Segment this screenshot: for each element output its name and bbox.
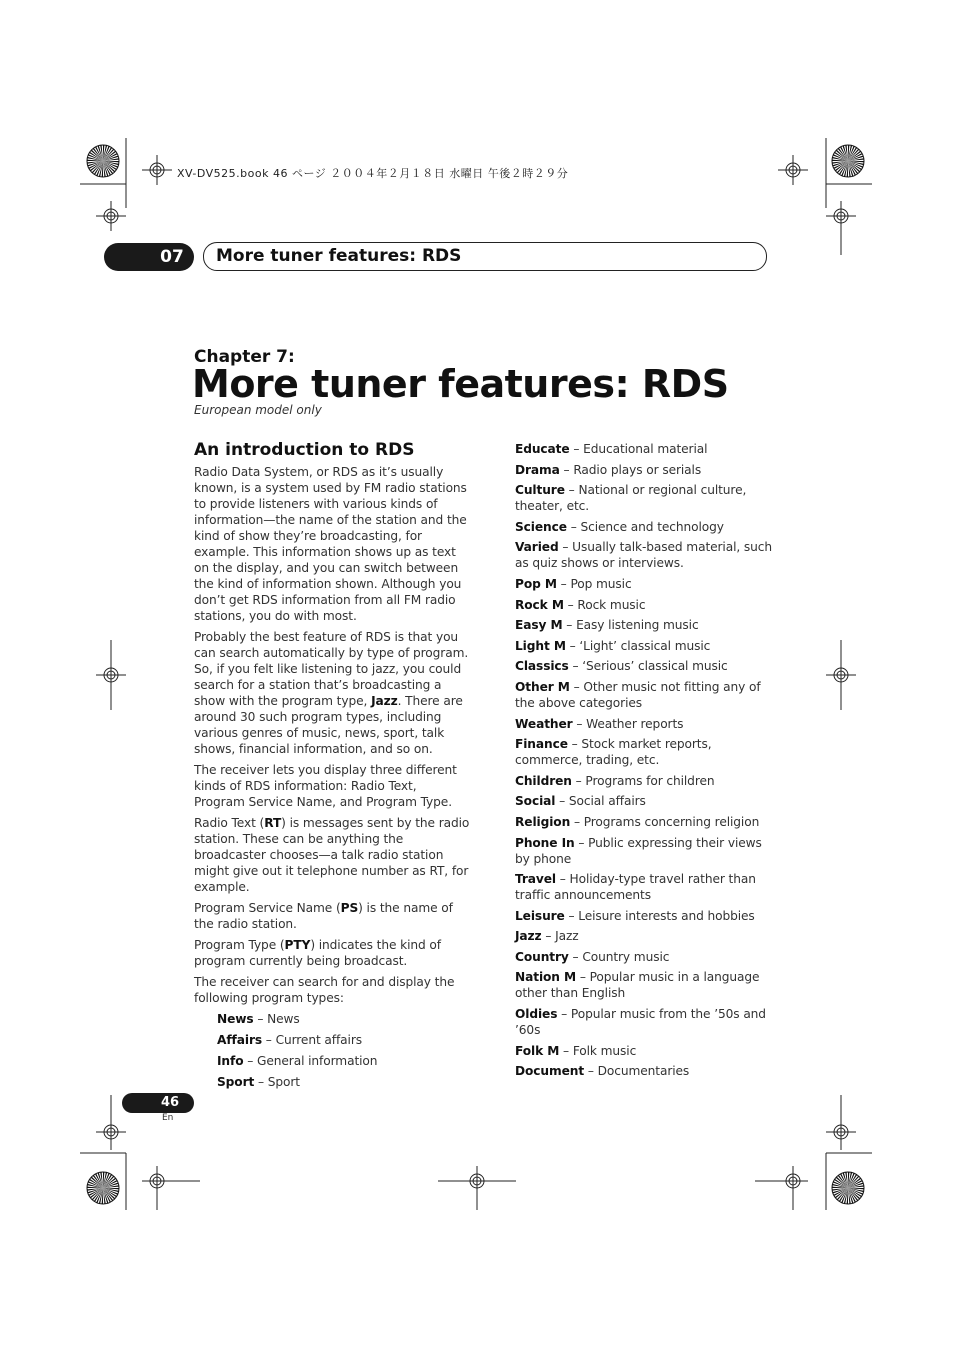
program-type-desc: Science and technology — [580, 519, 724, 534]
program-type-desc: Rock music — [577, 597, 646, 612]
program-type-name: Varied — [515, 540, 559, 555]
program-type-item: Info – General information — [217, 1054, 378, 1068]
program-type-name: Light M — [515, 638, 566, 653]
program-type-name: Religion — [515, 814, 571, 829]
program-type-name: Culture — [515, 483, 565, 498]
program-type-item: Rock M – Rock music — [515, 597, 646, 612]
program-type-name: Nation M — [515, 970, 577, 985]
program-type-item: Leisure – Leisure interests and hobbies — [515, 908, 755, 923]
program-type-desc: Programs concerning religion — [583, 814, 760, 829]
program-type-name: Travel — [515, 872, 556, 887]
page-title: More tuner features: RDS — [192, 362, 729, 406]
program-type-name: Leisure — [515, 908, 565, 923]
program-type-name: Pop M — [515, 576, 557, 591]
search-paragraph: Probably the best feature of RDS is that you can search automatically by type of program. So, if you felt like listening to jazz, you could search for a station that’s broadcasting a show with the program type, Jazz. There are around 30 such program types, including various genres of music, news, sport, talk shows, financial information, and so on. — [194, 630, 469, 756]
display-kinds-paragraph: The receiver lets you display three different kinds of RDS information: Radio Text, Program Service Name, and Program Type. — [194, 763, 457, 809]
registration-star-icon — [832, 1172, 864, 1204]
program-type-item: Document – Documentaries — [515, 1064, 690, 1079]
program-type-name: Finance — [515, 737, 568, 752]
program-type-desc: ‘Light’ classical music — [579, 638, 711, 653]
program-type-item: Light M – ‘Light’ classical music — [515, 638, 711, 653]
program-type-desc: Educational material — [583, 442, 708, 456]
program-type-name: Social — [515, 794, 556, 809]
section-heading: An introduction to RDS — [194, 440, 415, 460]
right-column — [515, 441, 773, 1084]
program-type-item: Pop M – Pop music — [515, 576, 632, 591]
program-type-desc: Usually talk-based material, such as quiz shows or interviews. — [515, 540, 773, 571]
program-type-desc: Programs for children — [585, 773, 715, 788]
header-title: More tuner features: RDS — [216, 246, 462, 266]
program-type-desc: Documentaries — [597, 1064, 690, 1079]
program-type-desc: Current affairs — [275, 1033, 362, 1047]
program-type-desc: Popular music in a language other than English — [515, 970, 760, 1001]
program-type-item: Travel – Holiday-type travel rather than traffic announcements — [515, 872, 756, 903]
program-type-desc: Social affairs — [568, 794, 646, 809]
program-type-desc: Stock market reports, commerce, trading, etc. — [515, 737, 712, 768]
program-type-item: Classics – ‘Serious’ classical music — [515, 659, 728, 674]
left-column — [194, 464, 470, 1095]
program-type-name: Drama — [515, 462, 560, 477]
program-type-item: Culture – National or regional culture, theater, etc. — [515, 483, 747, 514]
page-subtitle: European model only — [194, 403, 322, 417]
program-type-item: Phone In – Public expressing their views by phone — [515, 835, 762, 866]
program-type-desc: Jazz — [555, 929, 579, 944]
page-language: En — [162, 1113, 174, 1123]
intro-paragraph: Radio Data System, or RDS as it’s usually known, is a system used by FM radio stations to provide listeners with various kinds of information—the name of the station and the kind of show they’re broadcasting, for example. This information shows up as text on the display, and you can switch between the kind of information shown. Although you don’t get RDS information from all FM radio stations, you do with most. — [194, 465, 467, 623]
program-type-item: Social – Social affairs — [515, 794, 646, 809]
page-number: 46 — [160, 1095, 180, 1110]
program-type-item: Children – Programs for children — [515, 773, 715, 788]
program-type-item: Nation M – Popular music in a language other than English — [515, 970, 760, 1001]
program-types-list-right — [515, 441, 773, 1079]
print-info: XV-DV525.book 46 ページ ２００４年２月１８日 水曜日 午後２時２９分 — [177, 167, 569, 180]
program-type-item: Drama – Radio plays or serials — [515, 462, 702, 477]
program-type-item: Country – Country music — [515, 949, 670, 964]
program-type-item: Easy M – Easy listening music — [515, 618, 699, 633]
program-type-name: Info — [217, 1054, 244, 1068]
program-type-name: News — [217, 1012, 254, 1026]
program-type-item: Sport – Sport — [217, 1075, 300, 1089]
program-type-name: Country — [515, 949, 569, 964]
search-intro-paragraph: The receiver can search for and display the following program types: — [194, 975, 455, 1005]
chapter-number: 07 — [160, 247, 184, 267]
program-type-desc: Pop music — [570, 576, 632, 591]
program-type-desc: Leisure interests and hobbies — [578, 908, 755, 923]
program-type-item: Folk M – Folk music — [515, 1043, 637, 1058]
program-type-desc: News — [267, 1012, 300, 1026]
program-type-item: Religion – Programs concerning religion — [515, 814, 760, 829]
registration-star-icon — [87, 1172, 119, 1204]
program-type-name: Oldies — [515, 1007, 558, 1022]
program-type-desc: Weather reports — [586, 716, 684, 731]
program-type-name: Classics — [515, 659, 569, 674]
program-type-name: Children — [515, 773, 572, 788]
program-type-desc: Folk music — [572, 1043, 637, 1058]
program-type-item: Science – Science and technology — [515, 519, 724, 534]
program-type-item: Other M – Other music not fitting any of the above categories — [515, 679, 761, 710]
program-type-item: Jazz – Jazz — [515, 929, 579, 944]
program-type-name: Jazz — [515, 929, 542, 944]
registration-star-icon — [832, 145, 864, 177]
program-type-item: Varied – Usually talk-based material, such as quiz shows or interviews. — [515, 540, 773, 571]
program-type-item: Weather – Weather reports — [515, 716, 684, 731]
program-type-name: Rock M — [515, 597, 564, 612]
program-type-name: Easy M — [515, 618, 563, 633]
program-type-desc: Popular music from the ’50s and ’60s — [515, 1007, 766, 1038]
program-type-desc: National or regional culture, theater, etc. — [515, 483, 747, 514]
program-type-desc: Public expressing their views by phone — [515, 835, 762, 866]
program-type-name: Phone In — [515, 835, 575, 850]
program-type-desc: Country music — [582, 949, 670, 964]
program-type-desc: Sport — [267, 1075, 300, 1089]
program-type-item: Educate – Educational material — [515, 442, 708, 456]
program-type-desc: Other music not fitting any of the above categories — [515, 679, 761, 710]
program-type-desc: Radio plays or serials — [573, 462, 702, 477]
program-type-name: Science — [515, 519, 567, 534]
program-type-name: Educate — [515, 442, 570, 456]
program-type-item: Oldies – Popular music from the ’50s and ’60s — [515, 1007, 766, 1038]
chapter-label: Chapter 7: — [194, 347, 295, 367]
radio-text-paragraph: Radio Text (RT) is messages sent by the radio station. These can be anything the broadcaster chooses—a talk radio station might give out it telephone number as RT, for example. — [194, 816, 470, 894]
program-type-desc: General information — [257, 1054, 378, 1068]
registration-star-icon — [87, 145, 119, 177]
program-type-desc: Easy listening music — [576, 618, 699, 633]
program-type-desc: Holiday-type travel rather than traffic announcements — [515, 872, 756, 903]
program-type-paragraph: Program Type (PTY) indicates the kind of program currently being broadcast. — [194, 938, 441, 968]
program-type-name: Weather — [515, 716, 573, 731]
program-type-item: Finance – Stock market reports, commerce, trading, etc. — [515, 737, 712, 768]
program-type-name: Sport — [217, 1075, 255, 1089]
program-type-name: Affairs — [217, 1033, 263, 1047]
program-type-name: Other M — [515, 679, 570, 694]
program-type-name: Document — [515, 1064, 585, 1079]
program-type-name: Folk M — [515, 1043, 560, 1058]
program-service-paragraph: Program Service Name (PS) is the name of the radio station. — [194, 901, 453, 931]
program-types-list-left — [194, 1011, 470, 1090]
program-type-item: Affairs – Current affairs — [217, 1033, 362, 1047]
program-type-item: News – News — [217, 1012, 300, 1026]
program-type-desc: ‘Serious’ classical music — [582, 659, 728, 674]
